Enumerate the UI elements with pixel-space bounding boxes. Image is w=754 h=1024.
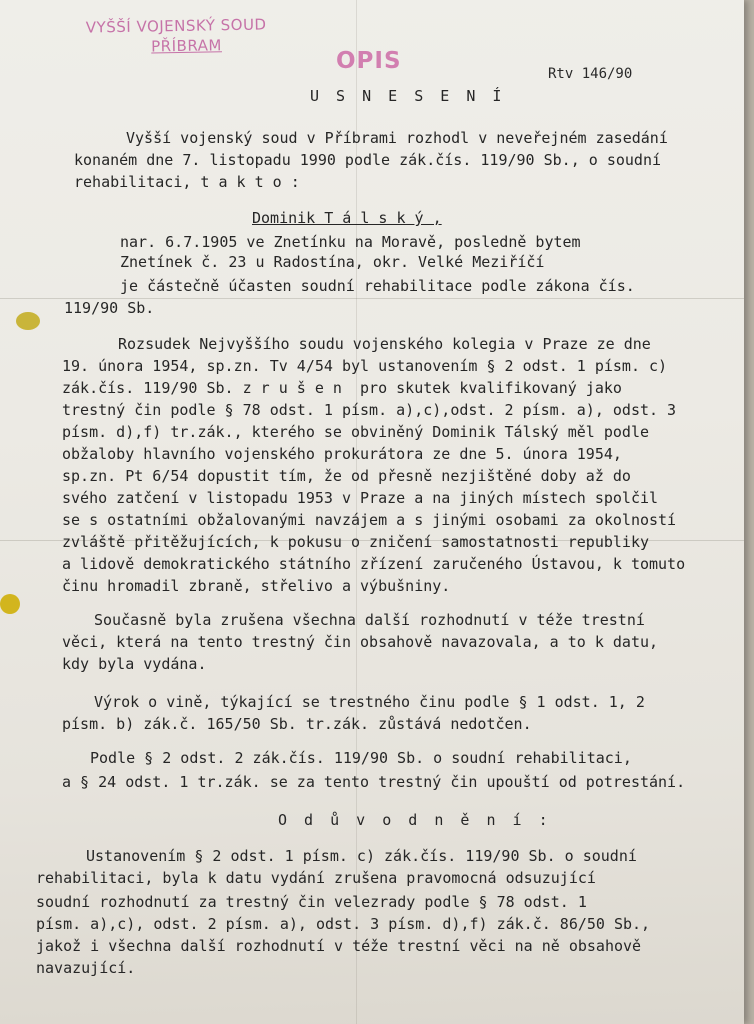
punch-hole — [0, 594, 20, 614]
paragraph-line: písm. d),f) tr.zák., kterého se obviněný Dominik Tálský měl podle — [62, 423, 649, 441]
paragraph-line: Výrok o vině, týkající se trestného činu podle § 1 odst. 1, 2 — [94, 693, 645, 711]
paragraph-line: věci, která na tento trestný čin obsahově navazovala, a to k datu, — [62, 633, 659, 651]
paragraph-line: svého zatčení v listopadu 1953 v Praze a na jiných místech spolčil — [62, 489, 659, 507]
stamp-court-name: VYŠŠÍ VOJENSKÝ SOUD — [85, 15, 267, 37]
case-reference: Rtv 146/90 — [548, 66, 633, 82]
paragraph-line: navazující. — [36, 959, 136, 977]
paragraph-line: činu hromadil zbraně, střelivo a výbušniny. — [62, 577, 451, 595]
paragraph-line: Podle § 2 odst. 2 zák.čís. 119/90 Sb. o soudní rehabilitaci, — [90, 749, 632, 767]
paragraph-line: Rozsudek Nejvyššího soudu vojenského kolegia v Praze ze dne — [118, 335, 651, 353]
paragraph-line: trestný čin podle § 78 odst. 1 písm. a),c),odst. 2 písm. a), odst. 3 — [62, 401, 677, 419]
paragraph-line: se s ostatními obžalovanými navzájem a s jinými osobami za okolností — [62, 511, 677, 529]
person-detail: nar. 6.7.1905 ve Znetínku na Moravě, posledně bytem — [120, 233, 581, 251]
partial-rehab-line: je částečně účasten soudní rehabilitace podle zákona čís. — [120, 277, 635, 295]
person-detail: Znetínek č. 23 u Radostína, okr. Velké Meziříčí — [120, 253, 545, 271]
paragraph-line: zák.čís. 119/90 Sb. z r u š e n pro skutek kvalifikovaný jako — [62, 379, 622, 397]
person-name: Dominik T á l s k ý , — [252, 209, 442, 227]
paragraph-line: soudní rozhodnutí za trestný čin velezrady podle § 78 odst. 1 — [36, 893, 587, 911]
copy-stamp: OPIS — [336, 48, 402, 74]
intro-line: Vyšší vojenský soud v Příbrami rozhodl v neveřejném zasedání — [126, 129, 668, 147]
punch-hole — [16, 312, 40, 330]
paragraph-line: obžaloby hlavního vojenského prokurátora ze dne 5. února 1954, — [62, 445, 622, 463]
document-title: U S N E S E N Í — [310, 87, 506, 105]
paragraph-line: Současně byla zrušena všechna další rozhodnutí v téže trestní — [94, 611, 645, 629]
court-stamp — [86, 14, 267, 57]
paragraph-line: a § 24 odst. 1 tr.zák. se za tento trestný čin upouští od potrestání. — [62, 773, 686, 791]
paragraph-line: sp.zn. Pt 6/54 dopustit tím, že od přesně nezjištěné doby až do — [62, 467, 631, 485]
paragraph-line: písm. a),c), odst. 2 písm. a), odst. 3 písm. d),f) zák.č. 86/50 Sb., — [36, 915, 651, 933]
paragraph-line: rehabilitaci, byla k datu vydání zrušena pravomocná odsuzující — [36, 869, 596, 887]
paragraph-line: kdy byla vydána. — [62, 655, 207, 673]
intro-line: konaném dne 7. listopadu 1990 podle zák.čís. 119/90 Sb., o soudní — [74, 151, 661, 169]
intro-line: rehabilitaci, t a k t o : — [74, 173, 300, 191]
paragraph-line: jakož i všechna další rozhodnutí v téže trestní věci na ně obsahově — [36, 937, 642, 955]
paragraph-line: Ustanovením § 2 odst. 1 písm. c) zák.čís. 119/90 Sb. o soudní — [86, 847, 637, 865]
paragraph-line: písm. b) zák.č. 165/50 Sb. tr.zák. zůstává nedotčen. — [62, 715, 532, 733]
partial-rehab-line: 119/90 Sb. — [64, 299, 155, 317]
paragraph-line: a lidově demokratického státního zřízení zaručeného Ústavou, k tomuto — [62, 555, 686, 573]
paragraph-line: zvláště přitěžujících, k pokusu o zničení samostatnosti republiky — [62, 533, 649, 551]
reasoning-title: O d ů v o d n ě n í : — [278, 811, 552, 829]
paragraph-line: 19. února 1954, sp.zn. Tv 4/54 byl ustanovením § 2 odst. 1 písm. c) — [62, 357, 668, 375]
stamp-city: PŘÍBRAM — [151, 36, 223, 56]
